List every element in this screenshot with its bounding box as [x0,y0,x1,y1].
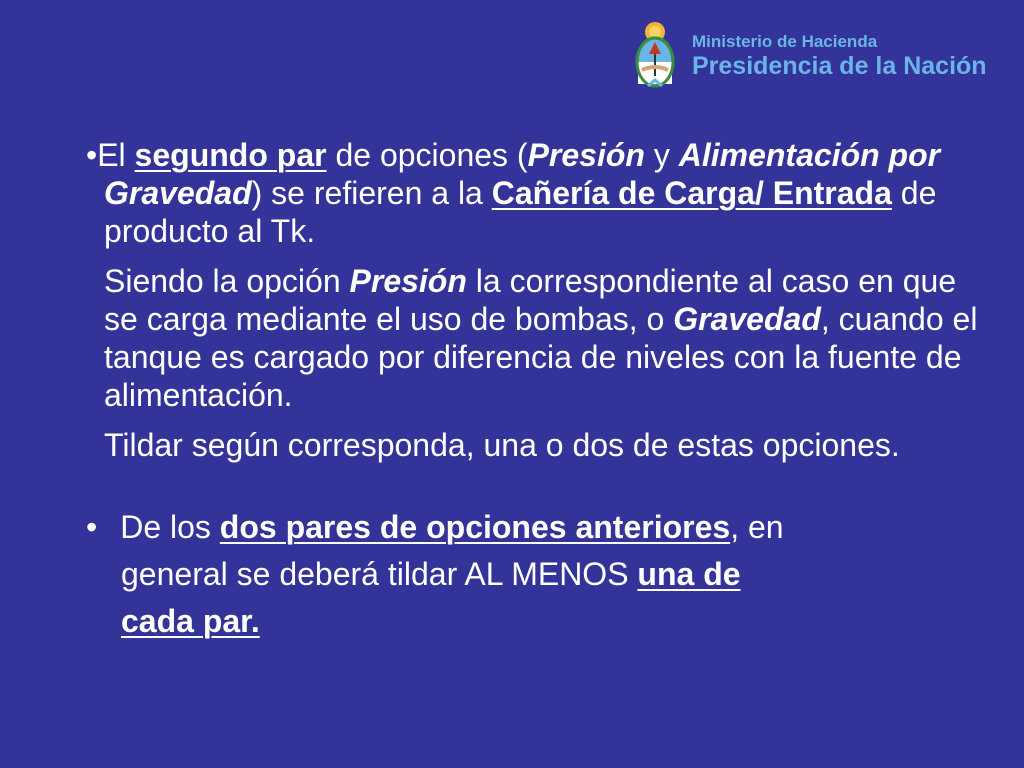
text: general se deberá tildar AL MENOS [121,556,638,592]
emphasis-italic: Presión [349,263,467,299]
emphasis-italic: Alimentación por Gravedad [104,137,941,211]
emphasis-underline: cada par. [121,603,260,639]
text: Siendo la opción [104,263,350,299]
emphasis-italic: Presión [527,137,645,173]
paragraph-1 [86,136,986,250]
ministry-name: Ministerio de Hacienda [692,32,878,51]
emphasis-italic: Gravedad [673,301,821,337]
text: la correspondiente al caso en que se carga mediante el uso de bombas, o [104,263,957,337]
text: de producto al Tk. [104,175,937,249]
text: ) se refieren a la [251,175,492,211]
text: de opciones ( [326,137,528,173]
ministry-logo [632,20,987,92]
paragraph-4 [86,504,986,645]
emphasis-underline: segundo par [134,137,327,173]
paragraph-2 [86,262,986,414]
presidency-name: Presidencia de la Nación [692,52,987,80]
emphasis-underline: Cañería de Carga/ Entrada [491,175,892,211]
text: , en [730,509,784,545]
text: De los [120,509,220,545]
text: El [97,137,135,173]
bullet: • [86,137,98,173]
emphasis-underline: dos pares de opciones anteriores [219,509,731,545]
text: y [644,137,679,173]
paragraph-3: Tildar según corresponda, una o dos de estas opciones. [104,427,900,463]
slide-content [86,136,986,645]
coat-of-arms-icon [632,20,678,92]
text: , cuando el tanque es cargado por diferencia de niveles con la fuente de alimentación. [104,301,978,413]
emphasis-underline: una de [637,556,741,592]
bullet: • [86,509,98,545]
